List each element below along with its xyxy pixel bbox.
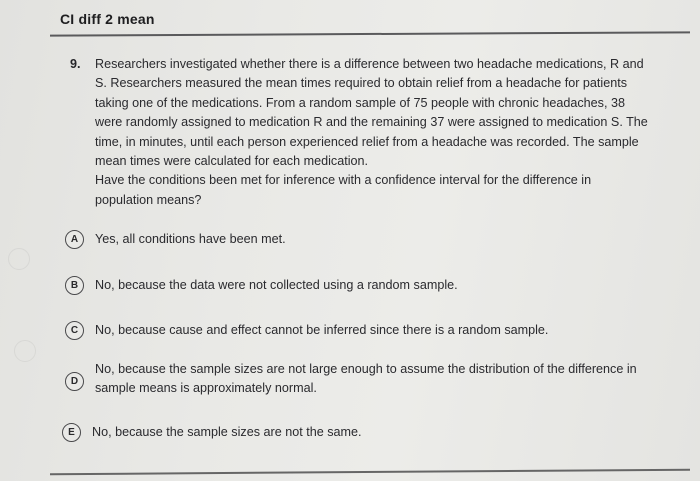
question-line: time, in minutes, until each person experienced relief from a headache was recorded. The sample xyxy=(95,134,639,149)
question-line: Researchers investigated whether there is a difference between two headache medications, R and xyxy=(95,57,644,71)
question-text xyxy=(95,55,665,210)
choice-text-b: No, because the data were not collected using a random sample. xyxy=(95,278,458,292)
choice-text-a: Yes, all conditions have been met. xyxy=(95,232,286,246)
question-prompt xyxy=(95,171,665,210)
choice-letter-e: E xyxy=(62,423,81,442)
choice-letter-a: A xyxy=(65,230,84,249)
bleed-through-mark xyxy=(14,340,36,362)
prompt-line: population means? xyxy=(95,192,202,207)
prompt-line: Have the conditions been met for inference with a confidence interval for the difference in xyxy=(95,173,592,188)
choice-text-line: No, because the sample sizes are not large enough to assume the distribution of the difference in xyxy=(95,362,637,376)
question-line: were randomly assigned to medication R and the remaining 37 were assigned to medication S. The xyxy=(95,115,648,130)
choice-text-d xyxy=(95,360,675,398)
choice-letter-d: D xyxy=(65,372,84,391)
choice-text-e: No, because the sample sizes are not the same. xyxy=(92,425,362,439)
question-line: S. Researchers measured the mean times required to obtain relief from a headache for patients xyxy=(95,76,628,91)
page-title: CI diff 2 mean xyxy=(60,11,155,27)
question-number: 9. xyxy=(70,57,81,71)
choice-letter-c: C xyxy=(65,321,84,340)
footer-divider xyxy=(50,469,690,475)
choice-text-line: sample means is approximately normal. xyxy=(95,381,317,395)
choice-text-c: No, because cause and effect cannot be inferred since there is a random sample. xyxy=(95,323,549,337)
question-line: taking one of the medications. From a random sample of 75 people with chronic headaches, 38 xyxy=(95,95,625,110)
bleed-through-mark xyxy=(8,248,30,270)
header-divider xyxy=(50,31,690,36)
choice-letter-b: B xyxy=(65,276,84,295)
question-line: mean times were calculated for each medication. xyxy=(95,154,368,169)
